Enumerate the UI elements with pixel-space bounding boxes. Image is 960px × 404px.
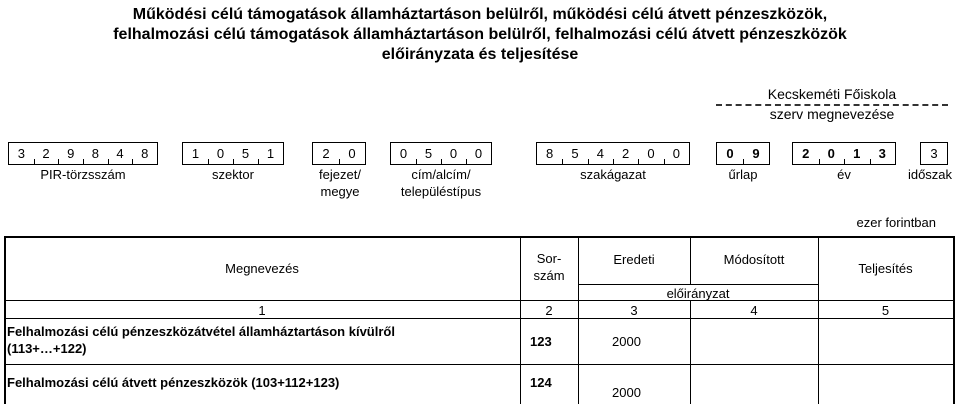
code-digit: 0 — [208, 143, 233, 164]
code-digit: 9 — [743, 143, 769, 164]
header-megnevezes: Megnevezés — [225, 261, 299, 276]
row-divider — [4, 364, 954, 365]
header-modositott: Módosított — [723, 252, 785, 267]
code-digit: 5 — [416, 143, 441, 164]
code-digit: 8 — [83, 143, 108, 164]
code-digit: 3 — [930, 146, 938, 161]
fejezet-code-box — [312, 142, 366, 165]
row-name: Felhalmozási célú átvett pénzeszközök (103+112+123) — [7, 375, 340, 390]
code-digit: 2 — [34, 143, 59, 164]
idoszak-label: időszak — [907, 167, 953, 182]
row-sorszam: 124 — [530, 375, 552, 390]
form-title-line-2: felhalmozási célú támogatások államháztartáson belülről, felhalmozási célú átvett pénzeszközök — [113, 26, 847, 43]
form-title-line-1: Működési célú támogatások államháztartáson belülről, működési célú átvett pénzeszközök, — [132, 6, 828, 23]
szakagazat-label: szakágazat — [580, 167, 646, 182]
urlap-code-box — [716, 142, 770, 165]
fejezet-label: fejezet/ megye — [319, 167, 361, 199]
unit-label: ezer forintban — [856, 215, 936, 230]
code-digit: 9 — [58, 143, 83, 164]
code-digit: 0 — [664, 143, 689, 164]
idoszak-code-box — [920, 142, 948, 165]
code-digit: 0 — [726, 146, 734, 161]
code-digit: 0 — [441, 143, 466, 164]
urlap-label: űrlap — [728, 167, 758, 182]
table-right-border — [953, 236, 955, 404]
header-sorszam: Sor- szám — [533, 251, 565, 283]
row-eredeti: 2000 — [612, 385, 641, 400]
code-digit: 1 — [258, 143, 283, 164]
table-top-border — [4, 236, 954, 238]
header-eredeti: Eredeti — [613, 252, 655, 267]
ev-code-box — [792, 142, 896, 165]
column-number-5: 5 — [881, 303, 890, 318]
form-title-line-3: előirányzata és teljesítése — [381, 46, 579, 63]
code-digit: 8 — [132, 143, 157, 164]
code-digit: 1 — [191, 146, 200, 161]
szakagazat-code-box — [536, 142, 690, 165]
pir-code-box — [8, 142, 158, 165]
code-digit: 3 — [870, 143, 896, 164]
header-eloiranyzat: előirányzat — [666, 286, 730, 301]
code-digit: 1 — [844, 143, 870, 164]
code-digit: 5 — [233, 143, 258, 164]
code-digit: 8 — [546, 146, 554, 161]
organization-name: Kecskeméti Főiskola — [767, 86, 897, 102]
code-digit: 2 — [322, 146, 330, 161]
code-digit: 4 — [588, 143, 613, 164]
code-digit: 0 — [399, 146, 408, 161]
header-teljesites: Teljesítés — [858, 261, 913, 276]
code-digit: 0 — [466, 143, 491, 164]
code-digit: 3 — [17, 146, 25, 161]
code-digit: 0 — [339, 143, 365, 164]
code-digit: 2 — [802, 146, 810, 161]
code-digit: 0 — [819, 143, 845, 164]
row-sorszam: 123 — [530, 334, 552, 349]
row-eredeti: 2000 — [612, 334, 641, 349]
szektor-label: szektor — [212, 167, 254, 182]
column-number-2: 2 — [545, 303, 553, 318]
code-digit: 5 — [562, 143, 587, 164]
cim-code-box — [390, 142, 492, 165]
szektor-code-box — [182, 142, 284, 165]
column-number-3: 3 — [630, 303, 638, 318]
column-number-4: 4 — [750, 303, 758, 318]
ev-label: év — [837, 167, 851, 182]
cim-label: cím/alcím/ településtípus — [400, 167, 482, 199]
code-digit: 4 — [108, 143, 133, 164]
code-digit: 2 — [613, 143, 638, 164]
row-name: Felhalmozási célú pénzeszközátvétel államháztartáson kívülről (113+…+122) — [7, 324, 395, 356]
pir-label: PIR-törzsszám — [40, 167, 126, 182]
code-digit: 0 — [638, 143, 663, 164]
organization-caption: szerv megnevezése — [769, 106, 895, 122]
column-number-1: 1 — [258, 303, 266, 318]
